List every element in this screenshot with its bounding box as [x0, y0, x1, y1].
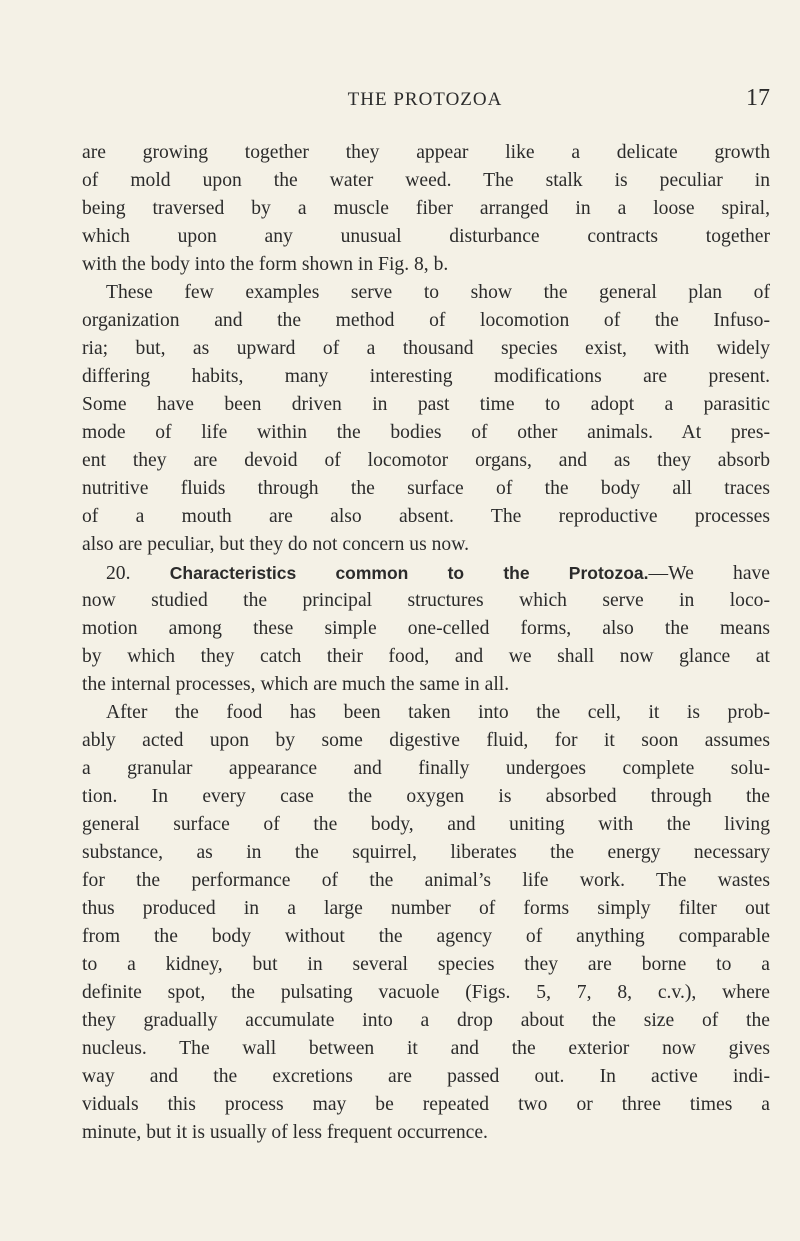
text-line: motion among these simple one-celled forms, also the means [82, 618, 770, 639]
running-head [80, 83, 770, 113]
page-number: 17 [746, 85, 770, 111]
section-heading-line [82, 559, 770, 587]
text-line: from the body without the agency of anything comparable [82, 926, 770, 947]
text-line: a granular appearance and finally undergoes complete solu- [82, 758, 770, 779]
text-line: tion. In every case the oxygen is absorbed through the [82, 786, 770, 807]
body-text [82, 139, 770, 1147]
text-line: by which they catch their food, and we shall now glance at [82, 646, 770, 667]
text-line: way and the excretions are passed out. In active indi- [82, 1066, 770, 1087]
text-line: being traversed by a muscle fiber arranged in a loose spiral, [82, 198, 770, 219]
running-title: THE PROTOZOA [347, 89, 503, 110]
text-line: substance, as in the squirrel, liberates the energy necessary [82, 842, 770, 863]
text-line: to a kidney, but in several species they are borne to a [82, 954, 770, 975]
section-lead-text: —We have [648, 563, 770, 584]
text-line: nutritive fluids through the surface of the body all traces [82, 478, 770, 499]
text-line: mode of life within the bodies of other animals. At pres- [82, 422, 770, 443]
text-line: the internal processes, which are much the same in all. [82, 674, 510, 695]
text-line: viduals this process may be repeated two or three times a [82, 1094, 770, 1115]
text-line: also are peculiar, but they do not concern us now. [82, 534, 469, 555]
text-line: now studied the principal structures which serve in loco- [82, 590, 770, 611]
text-line: with the body into the form shown in Fig. 8, b. [82, 254, 449, 275]
text-line: organization and the method of locomotion of the Infuso- [82, 310, 770, 331]
section-heading: Characteristics common to the Protozoa. [169, 563, 649, 583]
text-line: are growing together they appear like a delicate growth [82, 142, 770, 163]
text-line: nucleus. The wall between it and the exterior now gives [82, 1038, 770, 1059]
text-line: Some have been driven in past time to adopt a parasitic [82, 394, 770, 415]
section-number: 20. [106, 563, 170, 584]
text-line: for the performance of the animal’s life work. The wastes [82, 870, 770, 891]
text-line: of mold upon the water weed. The stalk is peculiar in [82, 170, 770, 191]
text-line: definite spot, the pulsating vacuole (Figs. 5, 7, 8, c.v.), where [82, 982, 770, 1003]
text-line: they gradually accumulate into a drop about the size of the [82, 1010, 770, 1031]
text-line: general surface of the body, and uniting with the living [82, 814, 770, 835]
text-line: ent they are devoid of locomotor organs, and as they absorb [82, 450, 770, 471]
text-line: which upon any unusual disturbance contracts together [82, 226, 770, 247]
text-line: After the food has been taken into the cell, it is prob- [106, 702, 770, 723]
text-line: minute, but it is usually of less frequent occurrence. [82, 1122, 488, 1143]
text-line: of a mouth are also absent. The reproductive processes [82, 506, 770, 527]
text-line: These few examples serve to show the general plan of [106, 282, 770, 303]
text-line: differing habits, many interesting modifications are present. [82, 366, 770, 387]
text-line: ria; but, as upward of a thousand species exist, with widely [82, 338, 770, 359]
text-line: ably acted upon by some digestive fluid, for it soon assumes [82, 730, 770, 751]
text-line: thus produced in a large number of forms simply filter out [82, 898, 770, 919]
